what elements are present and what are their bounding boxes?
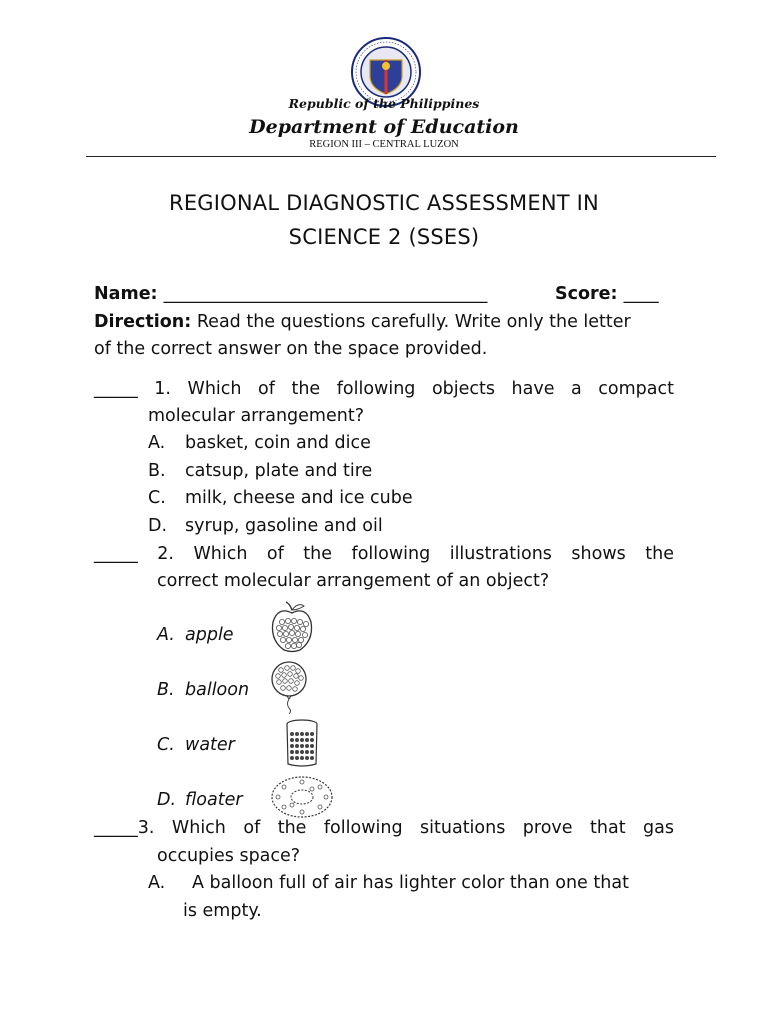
page-title-line1: REGIONAL DIAGNOSTIC ASSESSMENT IN <box>169 191 599 215</box>
choice-letter: A. <box>157 625 175 645</box>
floater-molecules-icon <box>270 775 334 819</box>
choice-text: floater <box>185 790 243 810</box>
answer-blank-1[interactable]: _____ <box>94 379 138 399</box>
department-heading: Department of Education <box>249 116 519 138</box>
choice-letter: D. <box>157 790 177 810</box>
question-2-text: 2. Which of the following illustrations shows the <box>157 544 674 564</box>
choice-2b <box>157 677 249 703</box>
name-blank[interactable]: _____________________________________ <box>163 284 488 304</box>
choice-1c <box>148 485 413 511</box>
choice-text: syrup, gasoline and oil <box>185 516 383 536</box>
choice-3a-cont: is empty. <box>183 901 262 921</box>
score-field[interactable] <box>555 281 659 307</box>
name-field[interactable] <box>94 281 487 307</box>
choice-1d <box>148 513 383 539</box>
choice-letter: C. <box>148 488 166 508</box>
choice-text: A balloon full of air has lighter color than one that <box>192 873 629 893</box>
answer-blank-3[interactable]: _____ <box>94 818 138 838</box>
republic-heading: Republic of the Philippines <box>288 96 480 111</box>
choice-text: balloon <box>185 680 250 700</box>
header-divider <box>86 156 716 157</box>
choice-2a <box>157 622 234 648</box>
question-2-line2: correct molecular arrangement of an object? <box>157 571 550 591</box>
direction-line2: of the correct answer on the space provided. <box>94 339 488 359</box>
region-heading: REGION III – CENTRAL LUZON <box>309 139 459 150</box>
direction-text: Read the questions carefully. Write only the letter <box>191 312 631 332</box>
choice-letter: B. <box>157 680 175 700</box>
choice-letter: A. <box>148 433 166 453</box>
score-label: Score: <box>555 284 618 304</box>
choice-letter: D. <box>148 516 168 536</box>
direction-line1 <box>94 309 631 335</box>
choice-text: water <box>185 735 235 755</box>
question-1 <box>94 376 674 402</box>
apple-molecules-icon <box>268 600 316 654</box>
direction-label: Direction: <box>94 312 192 332</box>
choice-text: basket, coin and dice <box>185 433 371 453</box>
choice-3a <box>148 870 629 896</box>
question-2 <box>94 541 674 567</box>
question-3-line2: occupies space? <box>157 846 301 866</box>
choice-2d <box>157 787 243 813</box>
choice-letter: A. <box>148 873 166 893</box>
name-label: Name: <box>94 284 158 304</box>
choice-2c <box>157 732 235 758</box>
choice-1b <box>148 458 372 484</box>
choice-letter: C. <box>157 735 175 755</box>
question-3 <box>94 815 674 841</box>
question-3-text: 3. Which of the following situations prove that gas <box>137 818 674 838</box>
page-title-line2: SCIENCE 2 (SSES) <box>288 225 480 249</box>
answer-blank-2[interactable]: _____ <box>94 544 138 564</box>
choice-1a <box>148 430 371 456</box>
choice-text: apple <box>185 625 234 645</box>
question-1-text: 1. Which of the following objects have a compact <box>154 379 674 399</box>
choice-text: milk, cheese and ice cube <box>185 488 413 508</box>
balloon-molecules-icon <box>268 660 310 714</box>
score-blank[interactable]: ____ <box>623 284 659 304</box>
choice-text: catsup, plate and tire <box>185 461 373 481</box>
glass-water-molecules-icon <box>280 718 324 768</box>
question-1-line2: molecular arrangement? <box>148 406 364 426</box>
choice-letter: B. <box>148 461 166 481</box>
